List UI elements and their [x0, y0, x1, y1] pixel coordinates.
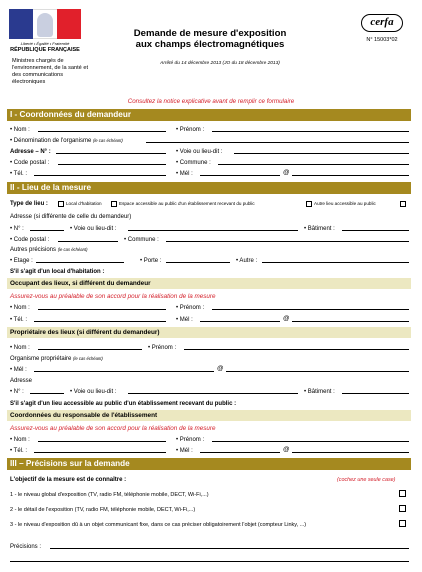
occupant-prenom-field[interactable]	[212, 304, 409, 310]
form-title: Demande de mesure d'exposition aux champs électromagnétiques	[133, 28, 287, 50]
porte-label: • Porte :	[140, 258, 162, 264]
ministry-text: Ministres chargés de l'environnement, de la santé et des communications électroniques	[12, 58, 89, 85]
occupant-header: Occupant des lieux, si différent du demandeur	[7, 278, 411, 289]
resp-prenom-field[interactable]	[212, 436, 409, 442]
option-3-label: 3 - le niveau d'exposition dû à un objet communicant fixe, dans ce cas préciser obligatoirement l'objet (compteur Linky, ...)	[10, 522, 307, 528]
proprio-n-field[interactable]	[30, 388, 64, 394]
nom-field[interactable]	[38, 126, 166, 132]
option-3-checkbox[interactable]	[399, 520, 406, 527]
objectif-label: L'objectif de la mesure est de connaître :	[10, 477, 127, 483]
proprio-batiment-field[interactable]	[342, 388, 409, 394]
resp-nom-label: • Nom :	[10, 437, 30, 443]
resp-mel-label: • Mél :	[176, 448, 193, 454]
occupant-mel-user-field[interactable]	[200, 316, 280, 322]
voie-field[interactable]	[234, 148, 409, 154]
option-1-checkbox[interactable]	[399, 490, 406, 497]
resp-tel-field[interactable]	[34, 447, 166, 453]
local-habitation-checkbox[interactable]	[58, 201, 64, 207]
denomination-label: • Dénomination de l'organisme (le cas échéant)	[10, 138, 123, 144]
adresse-n-field[interactable]	[56, 148, 166, 154]
batiment-label: • Bâtiment :	[304, 226, 335, 232]
marianne-flag-icon	[9, 9, 81, 39]
n-label: • N° :	[10, 226, 24, 232]
autre-label: • Autre :	[236, 258, 258, 264]
resp-tel-label: • Tél. :	[10, 448, 27, 454]
proprio-nom-field[interactable]	[38, 344, 142, 350]
occupant-tel-label: • Tél. :	[10, 317, 27, 323]
prenom-field[interactable]	[212, 126, 409, 132]
code-postal-label: • Code postal :	[10, 160, 50, 166]
occupant-mel-domain-field[interactable]	[292, 316, 409, 322]
proprietaire-header: Propriétaire des lieux (si différent du demandeur)	[7, 327, 411, 338]
autre-lieu-label: Autre lieu accessible au public	[314, 201, 376, 206]
proprio-mel-domain-field[interactable]	[226, 366, 409, 372]
autres-precisions-label: Autres précisions (le cas échéant)	[10, 247, 88, 253]
type-lieu-label: Type de lieu :	[10, 201, 48, 207]
nom-label: • Nom :	[10, 127, 30, 133]
resp-mel-user-field[interactable]	[200, 447, 280, 453]
espace-public-checkbox[interactable]	[111, 201, 117, 207]
mel-domain-field[interactable]	[292, 170, 409, 176]
responsable-accord-warning: Assurez-vous au préalable de son accord pour la réalisation de la mesure	[10, 425, 216, 432]
proprio-mel-user-field[interactable]	[34, 366, 214, 372]
adresse-diff-label: Adresse (si différente de celle du demandeur)	[10, 214, 132, 220]
republique-francaise-logo	[9, 9, 81, 53]
cochez-note: (cochez une seule case)	[337, 477, 396, 483]
resp-prenom-label: • Prénom :	[176, 437, 205, 443]
occupant-mel-label: • Mél :	[176, 317, 193, 323]
proprio-mel-label: • Mél :	[10, 367, 27, 373]
code-postal2-field[interactable]	[58, 236, 118, 242]
occupant-nom-label: • Nom :	[10, 305, 30, 311]
tel-field[interactable]	[34, 170, 166, 176]
resp-at-sign: @	[283, 446, 290, 453]
option-2-label: 2 - le détail de l'exposition (TV, radio FM, téléphonie mobile, DECT, Wi-Fi,...)	[10, 507, 196, 513]
etage-label: • Etage :	[10, 258, 33, 264]
mel-user-field[interactable]	[200, 170, 280, 176]
precisions-label: Précisions :	[10, 544, 42, 550]
section-1-header: I - Coordonnées du demandeur	[7, 109, 411, 121]
cerfa-number: N° 15003*02	[366, 37, 398, 43]
resp-nom-field[interactable]	[38, 436, 166, 442]
proprio-n-label: • N° :	[10, 389, 24, 395]
autre-field[interactable]	[262, 257, 409, 263]
precisions-field-line-1[interactable]	[50, 543, 409, 549]
commune-label: • Commune :	[176, 160, 211, 166]
option-1-label: 1 - le niveau global d'exposition (TV, radio FM, téléphonie mobile, DECT, Wi-Fi,...)	[10, 492, 209, 498]
organisme-proprio-label: Organisme propriétaire (le cas échéant)	[10, 356, 103, 362]
proprio-voie-field[interactable]	[128, 388, 298, 394]
proprio-voie-label: • Voie ou lieu-dit :	[70, 389, 117, 395]
proprio-at-sign: @	[217, 365, 224, 372]
section-3-header: III – Précisions sur la demande	[7, 458, 411, 470]
voie2-field[interactable]	[128, 225, 298, 231]
mel-label: • Mél :	[176, 171, 193, 177]
adresse-n-label: Adresse – N° :	[10, 149, 51, 155]
local-habitation-label: Local d'habitation	[66, 201, 102, 206]
autre-lieu-checkbox-2[interactable]	[400, 201, 406, 207]
resp-mel-domain-field[interactable]	[292, 447, 409, 453]
proprio-prenom-field[interactable]	[184, 344, 409, 350]
occupant-prenom-label: • Prénom :	[176, 305, 205, 311]
code-postal-field[interactable]	[58, 159, 166, 165]
republic-motto: Liberté • Égalité • Fraternité	[20, 41, 70, 46]
n-field[interactable]	[30, 225, 64, 231]
proprio-adresse-label: Adresse	[10, 378, 33, 384]
tel-label: • Tél. :	[10, 171, 27, 177]
arrete-reference: Arrêté du 14 décembre 2013 (JO du 18 décembre 2013)	[160, 61, 280, 66]
occupant-nom-field[interactable]	[38, 304, 166, 310]
espace-public-label: Espace accessible au public d'un établissement recevant du public	[119, 201, 255, 206]
occupant-accord-warning: Assurez-vous au préalable de son accord pour la réalisation de la mesure	[10, 293, 216, 300]
commune2-field[interactable]	[166, 236, 409, 242]
precisions-field-line-2[interactable]	[10, 556, 409, 562]
etage-field[interactable]	[36, 257, 124, 263]
notice-warning: Consultez la notice explicative avant de remplir ce formulaire	[127, 98, 295, 105]
proprio-nom-label: • Nom :	[10, 345, 30, 351]
section-2-header: II - Lieu de la mesure	[7, 182, 411, 194]
commune-field[interactable]	[218, 159, 409, 165]
commune2-label: • Commune :	[124, 237, 159, 243]
porte-field[interactable]	[166, 257, 230, 263]
batiment-field[interactable]	[342, 225, 409, 231]
voie2-label: • Voie ou lieu-dit :	[70, 226, 117, 232]
republic-name: RÉPUBLIQUE FRANÇAISE	[10, 47, 80, 53]
si-local-label: S'il s'agit d'un local d'habitation :	[10, 269, 105, 275]
code-postal2-label: • Code postal :	[10, 237, 50, 243]
prenom-label: • Prénom :	[176, 127, 205, 133]
proprio-prenom-label: • Prénom :	[148, 345, 177, 351]
occupant-at-sign: @	[283, 315, 290, 322]
responsable-header: Coordonnées du responsable de l'établissement	[7, 410, 411, 421]
autre-lieu-checkbox[interactable]	[306, 201, 312, 207]
occupant-tel-field[interactable]	[34, 316, 166, 322]
cerfa-logo: cerfa	[361, 14, 403, 32]
at-sign: @	[283, 169, 290, 176]
voie-label: • Voie ou lieu-dit :	[176, 149, 223, 155]
si-lieu-public-label: S'il s'agit d'un lieu accessible au public d'un établissement recevant du public :	[10, 401, 237, 407]
denomination-field[interactable]	[146, 137, 409, 143]
option-2-checkbox[interactable]	[399, 505, 406, 512]
proprio-batiment-label: • Bâtiment :	[304, 389, 335, 395]
